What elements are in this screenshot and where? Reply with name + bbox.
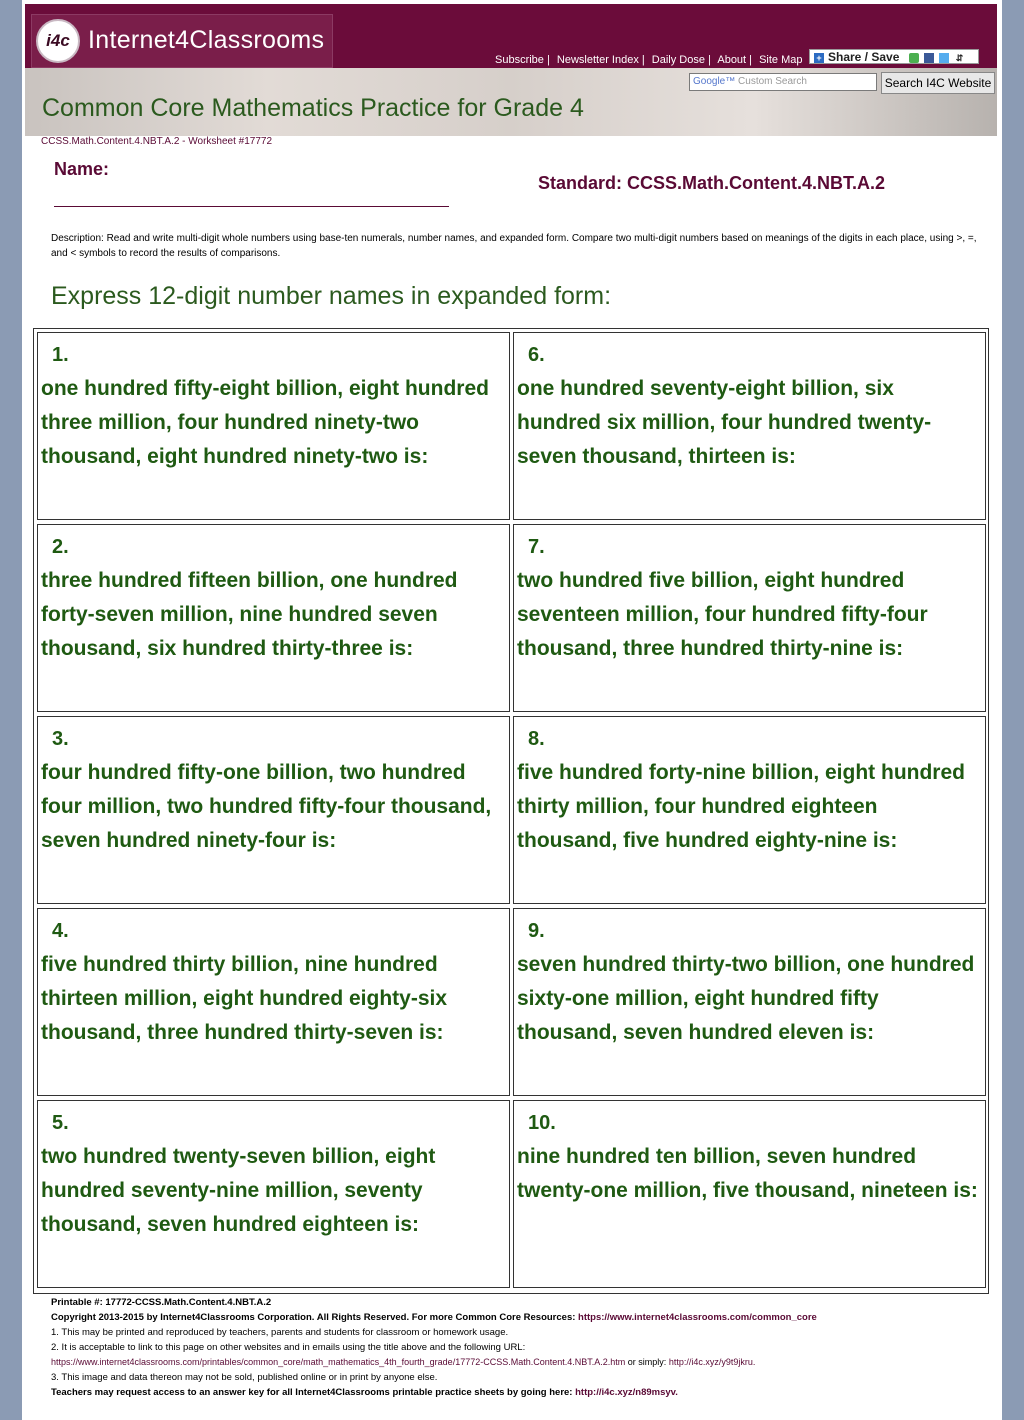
- newsletter-index-link[interactable]: Newsletter Index |: [556, 54, 645, 66]
- problem-text: two hundred twenty-seven billion, eight hundred seventy-nine million, seventy thousand, seven hundred eighteen is:: [41, 1145, 436, 1236]
- problem-number: 4.: [52, 920, 69, 942]
- problem-number: 5.: [52, 1112, 69, 1134]
- problem-text: three hundred fifteen billion, one hundred forty-seven million, nine hundred seven thousand, six hundred thirty-three is:: [41, 569, 458, 660]
- note-3: 3. This image and data thereon may not be sold, published online or in print by anyone else.: [51, 1372, 438, 1383]
- copyright: Copyright 2013-2015 by Internet4Classrooms Corporation. All Rights Reserved. For more Common Core Resources: https://www.internet4classrooms.com/common_core: [51, 1312, 817, 1323]
- logo-text: Internet4Classrooms: [88, 26, 325, 54]
- answer-key-link[interactable]: http://i4c.xyz/n89msyv.: [575, 1387, 678, 1398]
- problem-number: 8.: [528, 728, 545, 750]
- problem-cell: [37, 332, 510, 520]
- problem-number: 9.: [528, 920, 545, 942]
- facebook-icon: [924, 53, 934, 63]
- site-map-link[interactable]: Site Map: [759, 54, 803, 66]
- standard-label: Standard: CCSS.Math.Content.4.NBT.A.2: [538, 173, 886, 193]
- problem-text: one hundred fifty-eight billion, eight hundred three million, four hundred ninety-two thousand, eight hundred ninety-two is:: [41, 377, 489, 468]
- site-logo[interactable]: [31, 14, 333, 68]
- description: Description: Read and write multi-digit whole numbers using base-ten numerals, number names, and expanded form. Compare two multi-digit numbers based on meanings of the digits in each place, using >, =, and < symbols to record the results of comparisons.: [51, 233, 977, 259]
- problem-text: four hundred fifty-one billion, two hundred four million, two hundred fifty-four thousand, seven hundred ninety-four is:: [41, 761, 492, 852]
- share-icon: [909, 53, 919, 63]
- search-input[interactable]: Google™ Custom Search: [689, 73, 877, 91]
- problem-grid: [33, 328, 989, 1294]
- subscribe-link[interactable]: Subscribe |: [495, 54, 550, 66]
- plus-icon: +: [814, 53, 824, 63]
- problem-text: seven hundred thirty-two billion, one hundred sixty-one million, eight hundred fifty thousand, seven hundred eleven is:: [517, 953, 975, 1044]
- breadcrumb[interactable]: CCSS.Math.Content.4.NBT.A.2 - Worksheet #17772: [41, 136, 273, 147]
- problem-text: nine hundred ten billion, seven hundred twenty-one million, five thousand, nineteen is:: [517, 1145, 978, 1202]
- share-label: Share / Save: [828, 50, 900, 64]
- problem-number: 10.: [528, 1112, 556, 1134]
- search-button[interactable]: Search I4C Website: [881, 72, 995, 94]
- problem-text: one hundred seventy-eight billion, six hundred six million, four hundred twenty-seven thousand, thirteen is:: [517, 377, 932, 468]
- share-save-button[interactable]: [809, 49, 979, 64]
- site-banner: [25, 4, 997, 68]
- problem-number: 7.: [528, 536, 545, 558]
- daily-dose-link[interactable]: Daily Dose |: [651, 54, 711, 66]
- problem-cell: [37, 524, 510, 712]
- printable-number: Printable #: 17772-CCSS.Math.Content.4.NBT.A.2: [51, 1297, 272, 1308]
- problem-number: 2.: [52, 536, 69, 558]
- problem-text: five hundred forty-nine billion, eight hundred thirty million, four hundred eighteen thousand, five hundred eighty-nine is:: [517, 761, 965, 852]
- name-label: Name:: [54, 159, 110, 179]
- chevron-updown-icon: ⇵: [955, 53, 964, 63]
- about-link[interactable]: About |: [717, 54, 753, 66]
- short-url-link[interactable]: http://i4c.xyz/y9t9jkru.: [668, 1357, 756, 1367]
- footer: [51, 1295, 991, 1400]
- worksheet-page: [22, 0, 1002, 1420]
- note-2-urls: https://www.internet4classrooms.com/printables/common_core/math_mathematics_4th_fourth_grade/17772-CCSS.Math.Content.4.NBT.A.2.htm or simply: http://i4c.xyz/y9t9jkru.: [51, 1357, 756, 1367]
- problem-cell: [37, 716, 510, 904]
- worksheet-url-link[interactable]: https://www.internet4classrooms.com/printables/common_core/math_mathematics_4th_fourth_grade/17772-CCSS.Math.Content.4.NBT.A.2.htm: [51, 1357, 626, 1367]
- answer-key-note: Teachers may request access to an answer key for all Internet4Classrooms printable practice sheets by going here: http://i4c.xyz/n89msyv.: [51, 1387, 678, 1398]
- common-core-link[interactable]: https://www.internet4classrooms.com/common_core: [578, 1312, 817, 1323]
- note-2: 2. It is acceptable to link to this page on other websites and in emails using the title above and the following URL:: [51, 1342, 526, 1353]
- problem-cell: [37, 908, 510, 1096]
- i4c-logo-icon: i4c: [36, 19, 80, 63]
- problem-cell: [513, 524, 986, 712]
- problem-number: 6.: [528, 344, 545, 366]
- note-1: 1. This may be printed and reproduced by teachers, parents and students for classroom or homework usage.: [51, 1327, 509, 1338]
- problem-cell: [513, 716, 986, 904]
- problem-text: two hundred five billion, eight hundred seventeen million, four hundred fifty-four thousand, three hundred thirty-nine is:: [517, 569, 928, 660]
- problem-number: 1.: [52, 344, 69, 366]
- problem-cell: [37, 1100, 510, 1288]
- problem-cell: [513, 332, 986, 520]
- instruction-heading: Express 12-digit number names in expanded form:: [51, 282, 612, 310]
- problem-cell: [513, 1100, 986, 1288]
- twitter-icon: [939, 53, 949, 63]
- problem-number: 3.: [52, 728, 69, 750]
- top-links: [495, 54, 807, 66]
- name-line: [54, 206, 449, 207]
- problem-text: five hundred thirty billion, nine hundred thirteen million, eight hundred eighty-six thousand, three hundred thirty-seven is:: [41, 953, 448, 1044]
- problem-cell: [513, 908, 986, 1096]
- page-title: Common Core Mathematics Practice for Grade 4: [42, 94, 584, 122]
